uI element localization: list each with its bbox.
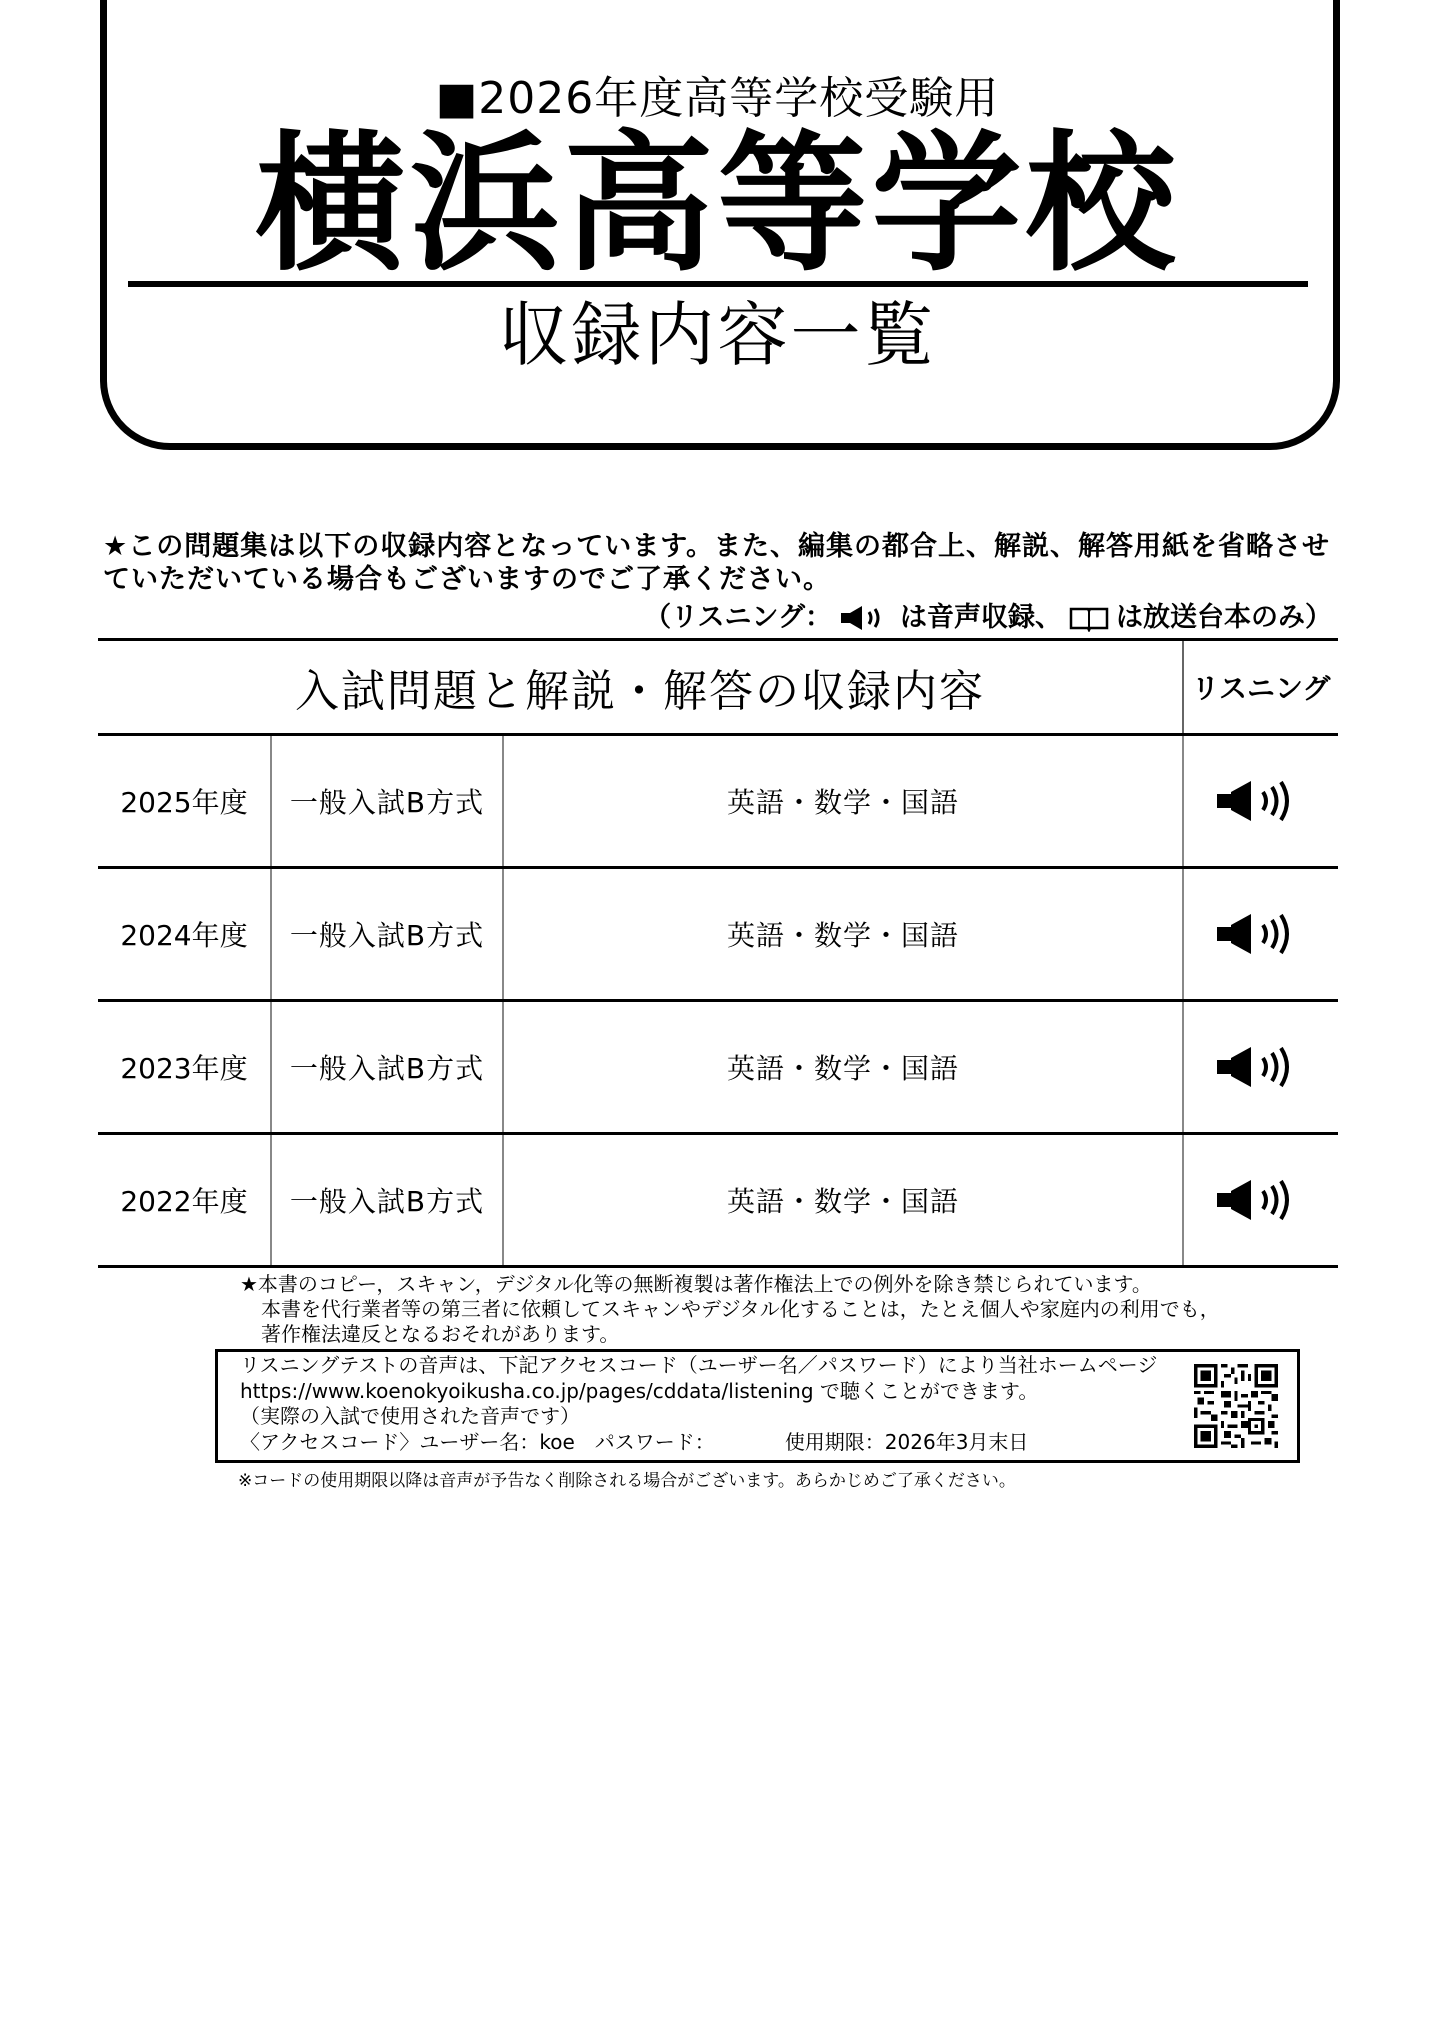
qr-code-icon[interactable] xyxy=(1194,1364,1278,1448)
row-year: 2024年度 xyxy=(98,869,272,999)
table-row xyxy=(98,869,1338,1002)
row-year: 2025年度 xyxy=(98,736,272,866)
book-icon xyxy=(1068,604,1110,632)
speaker-icon xyxy=(1215,1044,1307,1090)
header-subtitle: ■2026年度高等学校受験用 xyxy=(435,73,1000,124)
header-rule xyxy=(128,281,1308,287)
table-header xyxy=(98,641,1338,736)
copyright-line: 本書を代行業者等の第三者に依頼してスキャンやデジタル化することは，たとえ個人や家庭内の利用でも， xyxy=(261,1297,1220,1321)
access-line: リスニングテストの音声は、下記アクセスコード（ユーザー名／パスワード）により当社ホームページ xyxy=(240,1353,1158,1377)
row-listening xyxy=(1184,1135,1338,1265)
notice-text: ★この問題集は以下の収録内容となっています。また、編集の都合上、解説、解答用紙を省略させていただいている場合もございますのでご了承ください。 xyxy=(103,531,1331,595)
access-line: （実際の入試で使用された音声です） xyxy=(240,1404,580,1428)
header-caption: 収録内容一覧 xyxy=(498,294,937,376)
row-exam-type: 一般入試B方式 xyxy=(272,869,504,999)
access-code-label: 〈アクセスコード〉ユーザー名：koe パスワード： xyxy=(240,1429,715,1454)
row-subjects: 英語・数学・国語 xyxy=(504,736,1184,866)
row-subjects: 英語・数学・国語 xyxy=(504,1135,1184,1265)
access-expiry: 使用期限：2026年3月末日 xyxy=(784,1429,1029,1454)
access-code-text xyxy=(240,1353,1157,1455)
copyright-line: ★本書のコピー，スキャン，デジタル化等の無断複製は著作権法上での例外を除き禁じられています。 xyxy=(240,1272,1152,1296)
access-credentials xyxy=(240,1430,1157,1456)
table-row xyxy=(98,1135,1338,1268)
row-exam-type: 一般入試B方式 xyxy=(272,736,504,866)
row-year: 2023年度 xyxy=(98,1002,272,1132)
row-exam-type: 一般入試B方式 xyxy=(272,1135,504,1265)
row-subjects: 英語・数学・国語 xyxy=(504,1002,1184,1132)
copyright-notice xyxy=(240,1272,1220,1347)
speaker-icon xyxy=(1215,778,1307,824)
legend-audio: は音声収録、 xyxy=(900,602,1062,633)
contents-table xyxy=(98,638,1338,1268)
copyright-line: 著作権法違反となるおそれがあります。 xyxy=(261,1322,620,1346)
row-year: 2022年度 xyxy=(98,1135,272,1265)
row-exam-type: 一般入試B方式 xyxy=(272,1002,504,1132)
row-subjects: 英語・数学・国語 xyxy=(504,869,1184,999)
speaker-icon xyxy=(1215,911,1307,957)
access-expiry-note: ※コードの使用期限以降は音声が予告なく削除される場合がございます。あらかじめご了承ください。 xyxy=(238,1471,1016,1491)
legend-open: （リスニング： xyxy=(644,602,832,633)
row-listening xyxy=(1184,1002,1338,1132)
row-listening xyxy=(1184,869,1338,999)
access-url-suffix: で聴くことができます。 xyxy=(813,1378,1039,1403)
table-header-listening: リスニング xyxy=(1191,672,1331,705)
speaker-icon xyxy=(838,604,894,632)
listening-legend xyxy=(644,600,1332,636)
school-name-title: 横浜高等学校 xyxy=(255,118,1180,292)
table-row xyxy=(98,736,1338,869)
speaker-icon xyxy=(1215,1177,1307,1223)
access-url-line xyxy=(240,1379,1157,1405)
legend-book: は放送台本のみ） xyxy=(1116,602,1332,633)
table-header-main: 入試問題と解説・解答の収録内容 xyxy=(98,641,1184,733)
row-listening xyxy=(1184,736,1338,866)
table-row xyxy=(98,1002,1338,1135)
access-url-link[interactable]: https://www.koenokyoikusha.co.jp/pages/cddata/listening xyxy=(240,1378,814,1403)
